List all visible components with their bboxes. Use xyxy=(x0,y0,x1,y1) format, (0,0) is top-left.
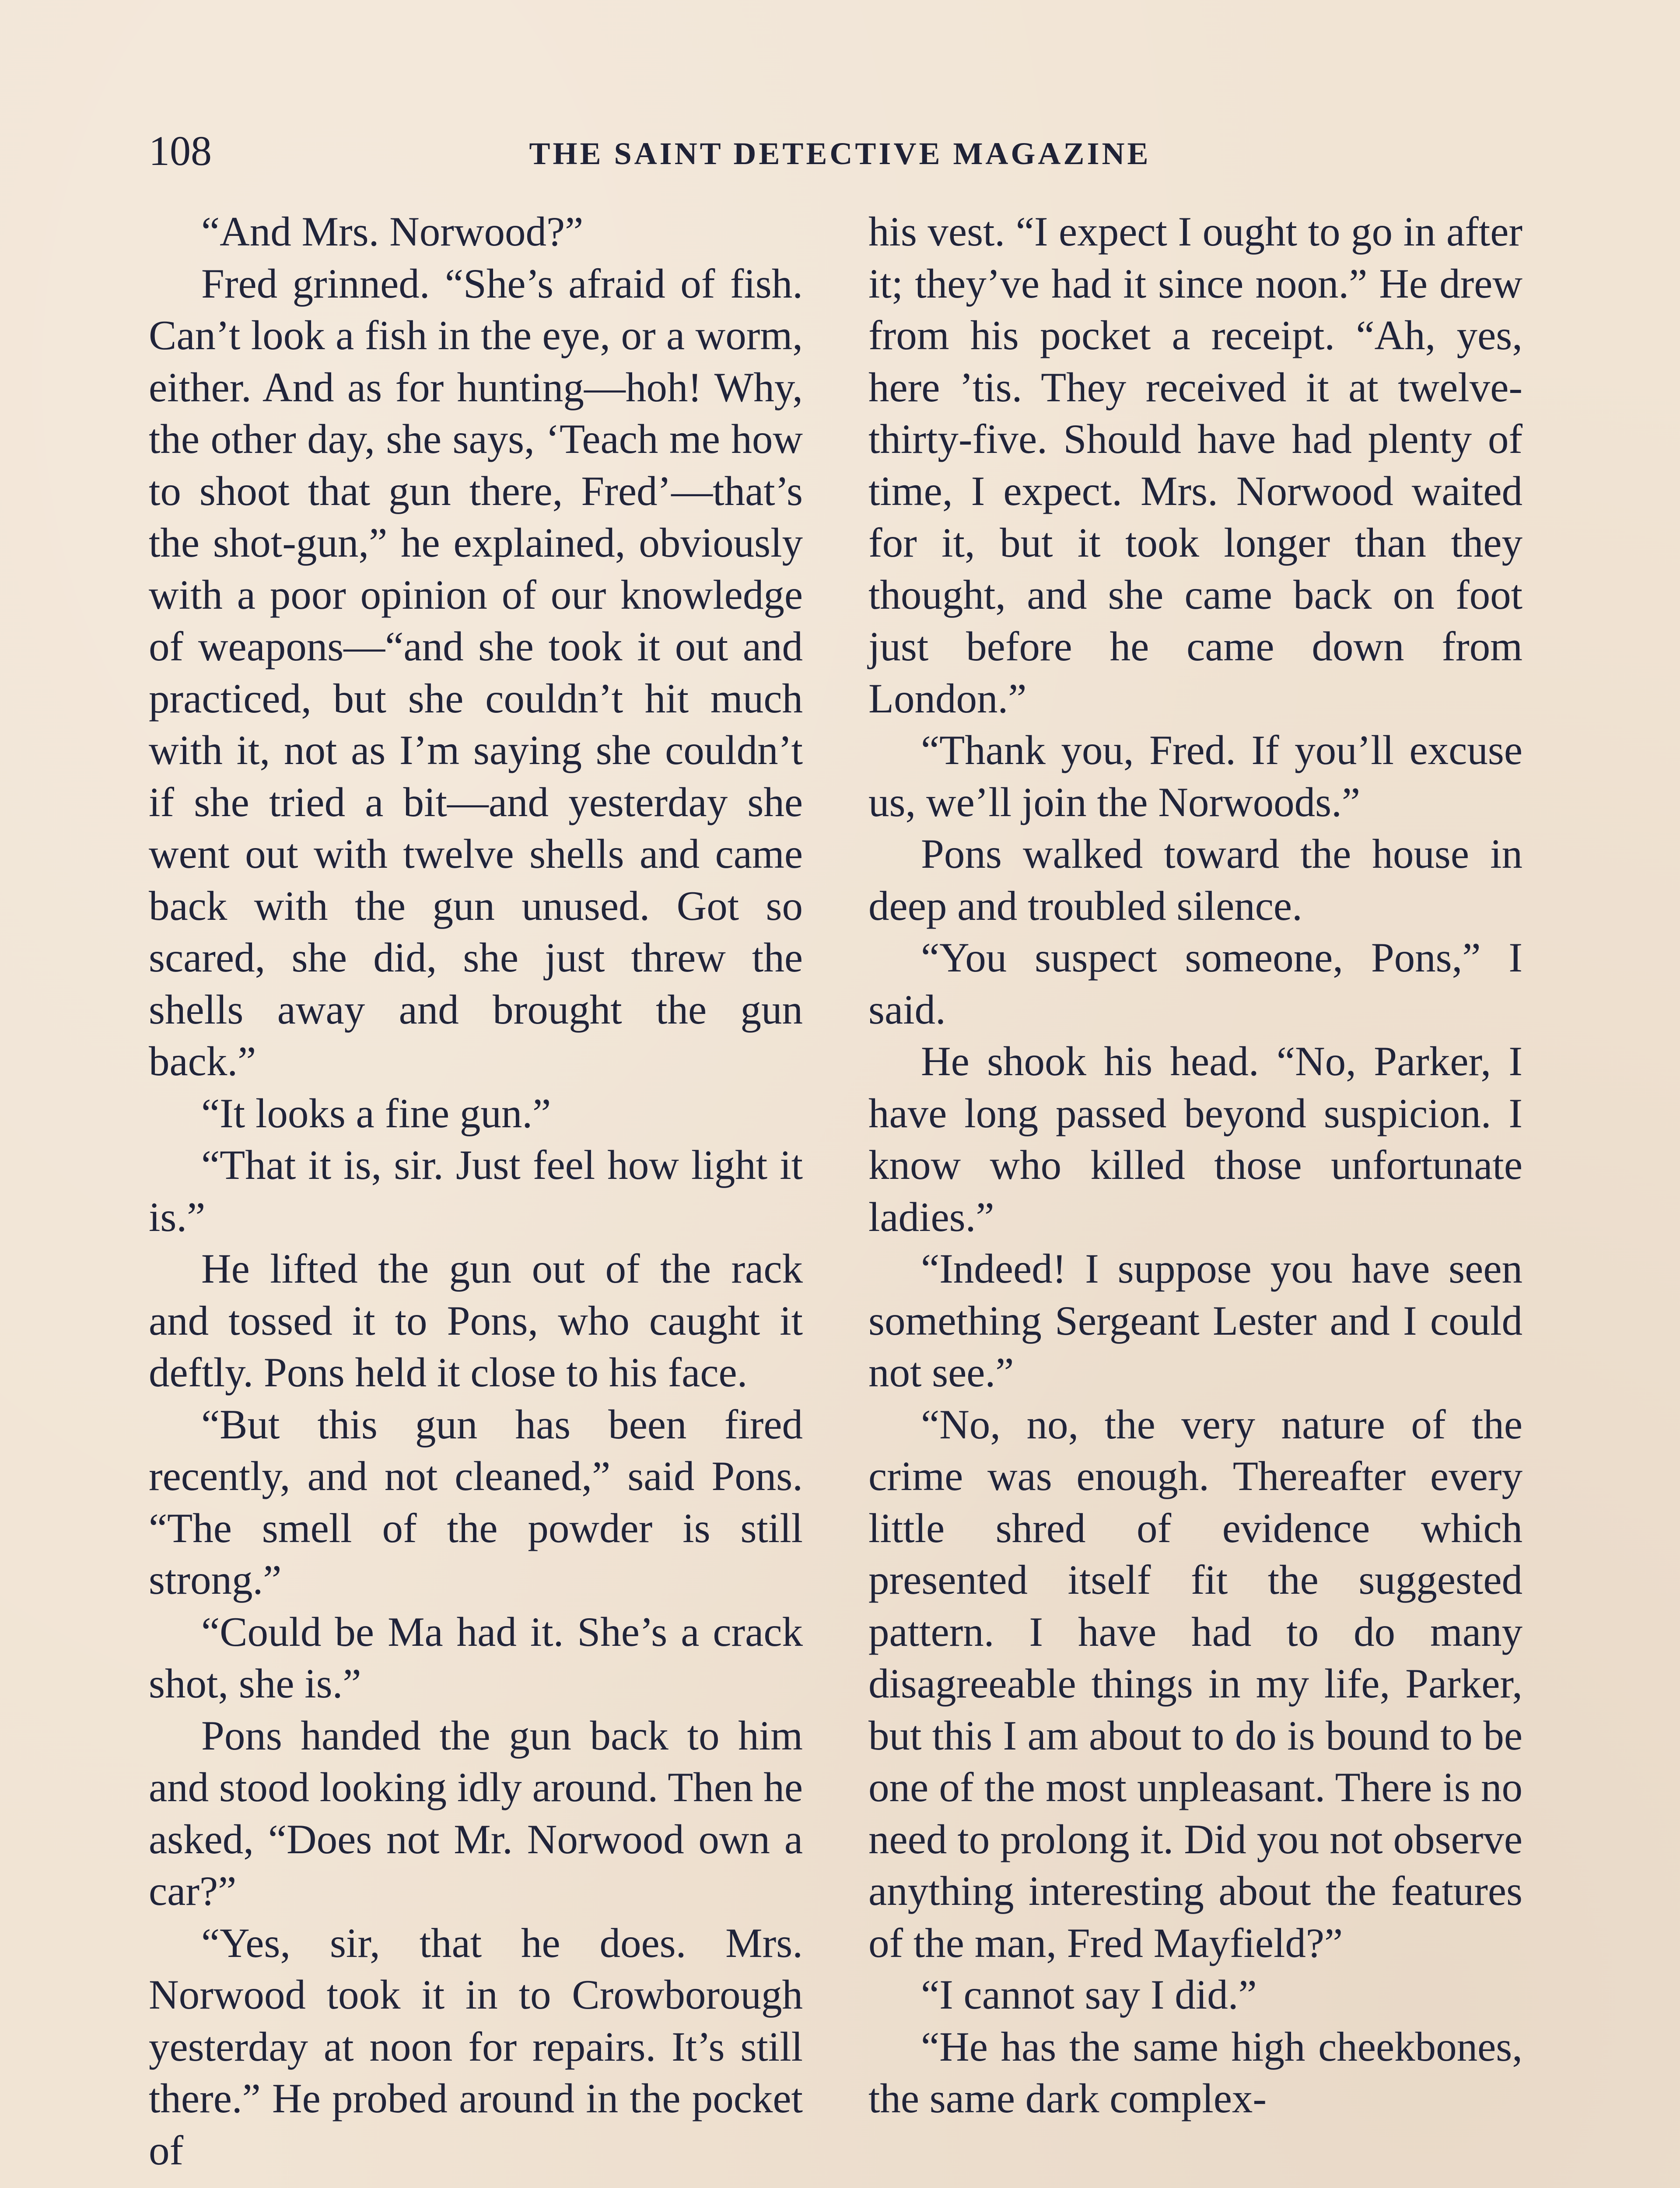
paragraph: Pons walked toward the house in deep and troubled silence. xyxy=(868,831,1522,929)
paragraph: He lifted the gun out of the rack and tossed it to Pons, who caught it deftly. Pons held it close to his face. xyxy=(149,1245,803,1396)
paragraph: “No, no, the very nature of the crime was enough. Thereafter every little shred of evidence which presented itself fit the suggested pattern. I have had to do many disagreeable things in my life, Parker, but this I am about to do is bound to be one of the most unpleasant. There is no need to prolong it. Did you not observe anything interesting about the features of the man, Fred Mayfield?” xyxy=(868,1401,1522,1966)
paragraph: Pons handed the gun back to him and stood looking idly around. Then he asked, “Does not Mr. Norwood own a car?” xyxy=(149,1712,803,1914)
left-column xyxy=(149,206,803,2176)
page-number: 108 xyxy=(149,127,212,174)
paragraph: Fred grinned. “She’s afraid of fish. Can’t look a fish in the eye, or a worm, either. And as for hunting—hoh! Why, the other day, she says, ‘Teach me how to shoot that gun there, Fred’—that’s the shot-gun,” he explained, obviously with a poor opinion of our knowledge of weapons—“and she took it out and practiced, but she couldn’t hit much with it, not as I’m saying she couldn’t if she tried a bit—and yesterday she went out with twelve shells and came back with the gun unused. Got so scared, she did, she just threw the shells away and brought the gun back.” xyxy=(149,260,803,1084)
paragraph: “That it is, sir. Just feel how light it is.” xyxy=(149,1142,803,1240)
paragraph: “It looks a fine gun.” xyxy=(201,1090,551,1136)
paragraph: “Thank you, Fred. If you’ll excuse us, we’ll join the Norwoods.” xyxy=(868,727,1522,825)
paragraph: “He has the same high cheekbones, the same dark complex- xyxy=(868,2023,1522,2121)
running-title: THE SAINT DETECTIVE MAGAZINE xyxy=(529,136,1151,171)
paragraph: He shook his head. “No, Parker, I have long passed beyond suspicion. I know who killed those unfortunate ladies.” xyxy=(868,1038,1522,1240)
paragraph: “I cannot say I did.” xyxy=(921,1971,1257,2018)
paragraph: “Indeed! I suppose you have seen something Sergeant Lester and I could not see.” xyxy=(868,1245,1522,1396)
right-column xyxy=(868,206,1522,2125)
paragraph: “Yes, sir, that he does. Mrs. Norwood took it in to Crowborough yesterday at noon for repairs. It’s still there.” He probed around in the pocket of xyxy=(149,1919,803,2174)
paragraph: “And Mrs. Norwood?” xyxy=(201,208,584,255)
continued-paragraph: his vest. “I expect I ought to go in after it; they’ve had it since noon.” He drew from his pocket a receipt. “Ah, yes, here ’tis. They received it at twelve-thirty-five. Should have had plenty of time, I expect. Mrs. Norwood waited for it, but it took longer than they thought, and she came back on foot just before he came down from London.” xyxy=(868,208,1522,722)
page-header xyxy=(149,127,1531,175)
paragraph: “But this gun has been fired recently, and not cleaned,” said Pons. “The smell of the powder is still strong.” xyxy=(149,1401,803,1603)
paragraph: “Could be Ma had it. She’s a crack shot, she is.” xyxy=(149,1608,803,1707)
paragraph: “You suspect someone, Pons,” I said. xyxy=(868,934,1522,1033)
